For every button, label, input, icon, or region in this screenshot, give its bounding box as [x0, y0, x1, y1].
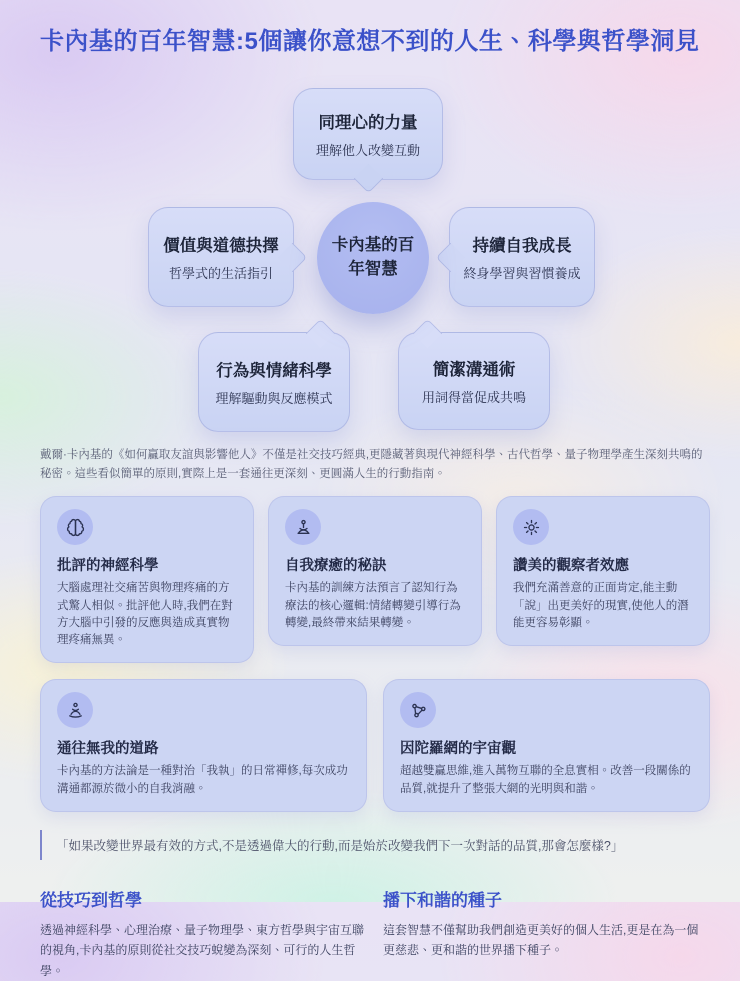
- mindmap-node-growth: [449, 207, 595, 307]
- node-title: 價值與道德抉擇: [163, 237, 279, 256]
- card-body: 超越雙贏思維,進入萬物互聯的全息實相。改善一段關係的品質,就提升了整張大網的光明與和諧。: [400, 765, 691, 795]
- card-self-healing: [268, 496, 482, 646]
- card-title: 通往無我的道路: [57, 741, 159, 758]
- pull-quote: 「如果改變世界最有效的方式,不是透過偉大的行動,而是始於改變我們下一次對話的品質,那會怎麼樣?」: [40, 830, 710, 860]
- card-title: 自我療癒的秘訣: [285, 558, 387, 575]
- node-title: 行為與情緒科學: [216, 362, 332, 381]
- card-body: 大腦處理社交痛苦與物理疼痛的方式驚人相似。批評他人時,我們在對方大腦中引發的反應與造成真實物理疼痛無異。: [57, 582, 233, 647]
- bubble-tail-left: [436, 243, 466, 273]
- mindmap-node-values: [148, 207, 294, 307]
- card-title: 批評的神經科學: [57, 558, 159, 575]
- card-title: 讚美的觀察者效應: [513, 558, 629, 575]
- node-subtitle: 理解他人改變互動: [315, 143, 420, 159]
- card-body: 卡內基的方法論是一種對治「我執」的日常禪修,每次成功溝通都源於微小的自我消融。: [57, 765, 348, 795]
- intro-paragraph: 戴爾·卡內基的《如何贏取友誼與影響他人》不僅是社交技巧經典,更隱藏著與現代神經科學、古代哲學、量子物理學產生深刻共鳴的秘密。這些看似簡單的原則,實際上是一套通往更深刻、更圓滿人生的行動指南。: [40, 449, 703, 481]
- bubble-tail-right: [278, 243, 308, 273]
- card-indra-net: [383, 679, 710, 812]
- footer-column-philosophy: [40, 886, 367, 981]
- meditation-icon: [285, 509, 321, 545]
- node-title: 持續自我成長: [472, 237, 572, 256]
- node-title: 同理心的力量: [318, 114, 418, 133]
- card-neuroscience: [40, 496, 254, 663]
- sun-icon: [513, 509, 549, 545]
- card-title: 因陀羅網的宇宙觀: [400, 741, 516, 758]
- insight-cards-row-1: [40, 496, 710, 663]
- mindmap-node-communication: [398, 332, 550, 430]
- lotus-icon: [57, 692, 93, 728]
- card-body: 卡內基的訓練方法預言了認知行為療法的核心邏輯:情緒轉變引導行為轉變,最終帶來結果轉變。: [285, 582, 461, 629]
- node-subtitle: 用詞得當促成共鳴: [421, 390, 526, 406]
- card-egoless-path: [40, 679, 367, 812]
- bubble-tail-down: [354, 164, 384, 194]
- footer-column-harmony: [383, 886, 710, 981]
- footer-column-body: 這套智慧不僅幫助我們創造更美好的個人生活,更是在為一個更慈悲、更和諧的世界播下種子。: [383, 922, 699, 958]
- footer-column-title: 從技巧到哲學: [40, 890, 142, 910]
- network-icon: [400, 692, 436, 728]
- page-title: 卡內基的百年智慧:5個讓你意想不到的人生、科學與哲學洞見: [40, 28, 700, 55]
- brain-icon: [57, 509, 93, 545]
- bubble-tail-up: [306, 319, 336, 349]
- node-subtitle: 理解驅動與反應模式: [215, 391, 333, 407]
- card-body: 我們充滿善意的正面肯定,能主動「說」出更美好的現實,使他人的潛能更容易彰顯。: [513, 582, 689, 629]
- node-title: 簡潔溝通術: [432, 361, 516, 380]
- card-praise-effect: [496, 496, 710, 646]
- mindmap-diagram: [0, 58, 740, 438]
- node-subtitle: 終身學習與習慣養成: [463, 266, 581, 282]
- node-subtitle: 哲學式的生活指引: [168, 266, 273, 282]
- mindmap-node-behavior: [198, 332, 350, 432]
- footer-columns: [40, 886, 710, 981]
- footer-column-body: 透過神經科學、心理治療、量子物理學、東方哲學與宇宙互聯的視角,卡內基的原則從社交技巧蛻變為深刻、可行的人生哲學。: [40, 922, 365, 978]
- mindmap-node-empathy: [293, 88, 443, 180]
- insight-cards-row-2: [40, 679, 710, 812]
- footer-column-title: 播下和諧的種子: [383, 890, 502, 910]
- bubble-tail-up: [413, 319, 443, 349]
- mindmap-center-node: 卡內基的百年智慧: [317, 202, 429, 314]
